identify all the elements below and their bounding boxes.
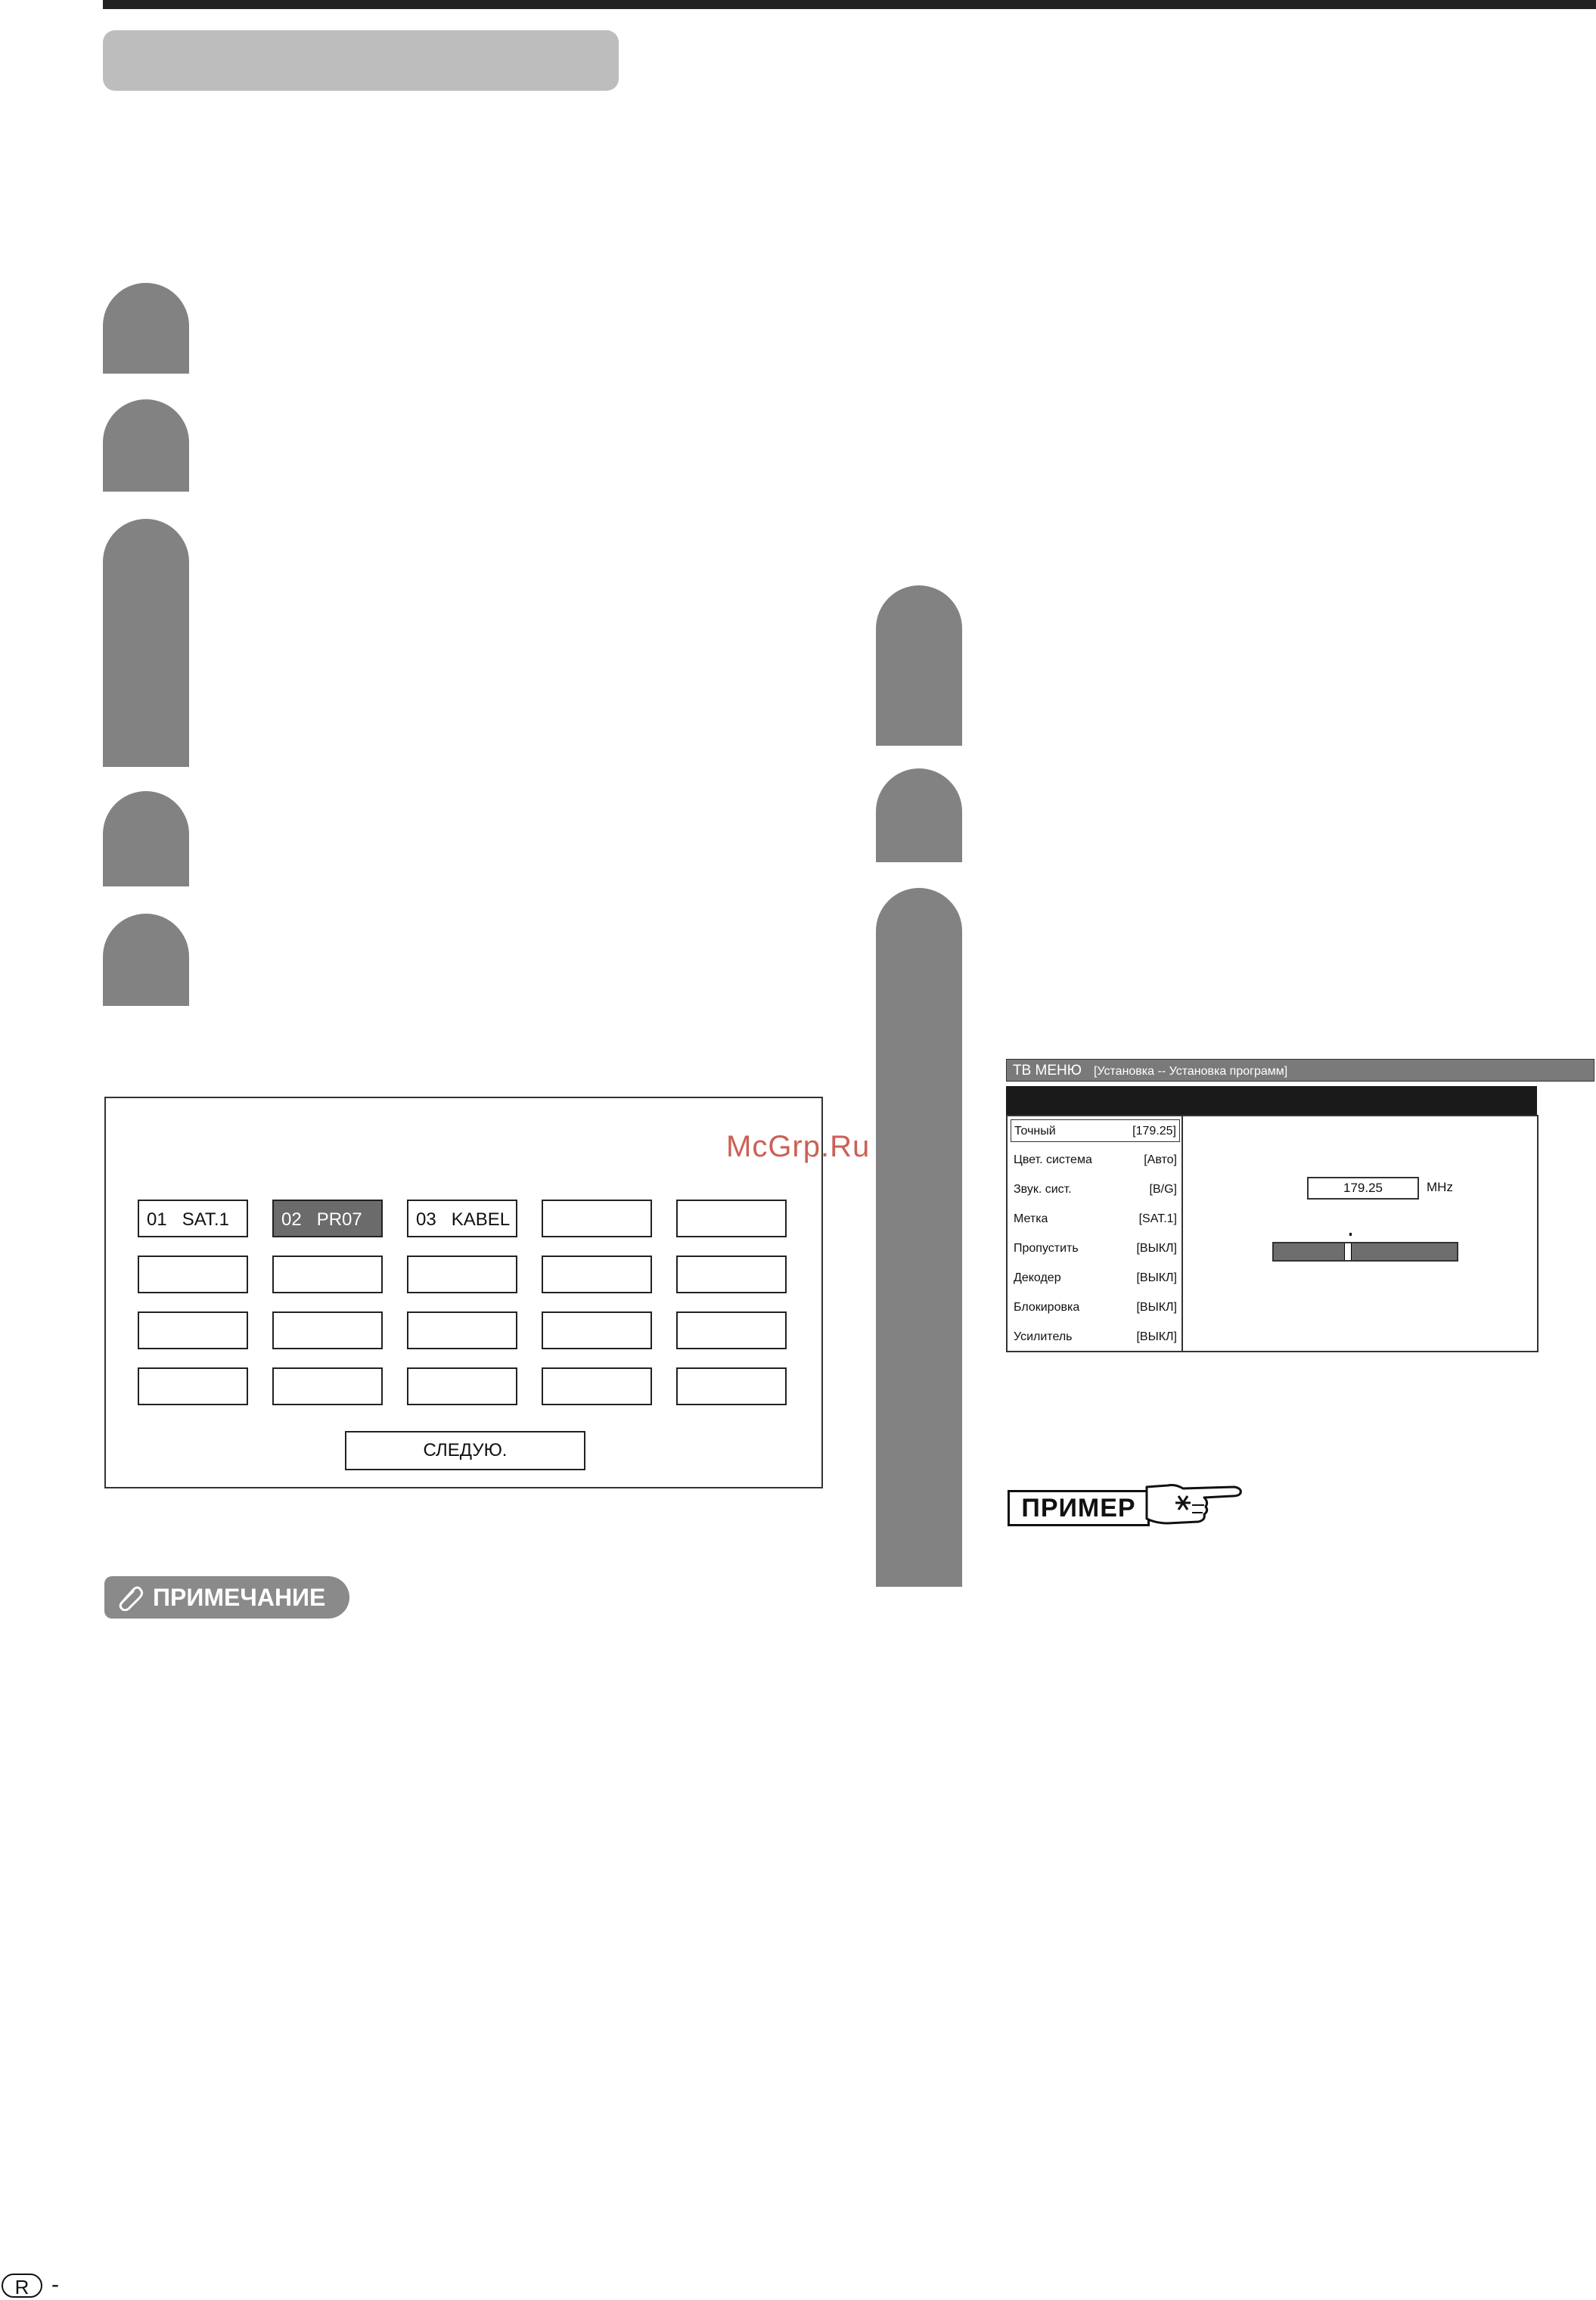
pointing-hand-icon: [1145, 1479, 1245, 1528]
channel-slot[interactable]: [542, 1256, 652, 1293]
note-label: [104, 1576, 349, 1619]
menu-row-label: Декодер: [1014, 1271, 1061, 1284]
menu-row-label-name[interactable]: [1011, 1208, 1180, 1231]
menu-row-value: [ВЫКЛ]: [1136, 1242, 1177, 1255]
channel-slot[interactable]: [138, 1367, 248, 1405]
channel-slot[interactable]: 01 SAT.1: [138, 1200, 248, 1237]
step-tab-right-2: [876, 768, 962, 862]
menu-row-skip[interactable]: [1011, 1237, 1180, 1260]
channel-slot[interactable]: [676, 1200, 787, 1237]
watermark: McGrp.Ru: [726, 1130, 871, 1163]
menu-row-label: Блокировка: [1014, 1301, 1080, 1314]
channel-slot[interactable]: [676, 1367, 787, 1405]
tuning-indicator-dot: [1349, 1233, 1352, 1236]
menu-row-value: [ВЫКЛ]: [1136, 1271, 1177, 1284]
channel-slot[interactable]: [676, 1256, 787, 1293]
tv-menu-breadcrumb: [Установка -- Установка программ]: [1093, 1065, 1288, 1078]
tv-menu-title: ТВ МЕНЮ: [1013, 1063, 1082, 1079]
channel-slot[interactable]: [138, 1256, 248, 1293]
channel-slot[interactable]: [272, 1256, 383, 1293]
page-number-dash: -: [51, 2272, 59, 2297]
menu-row-value: [ВЫКЛ]: [1136, 1330, 1177, 1343]
menu-row-color-system[interactable]: [1011, 1149, 1180, 1172]
menu-row-label: Метка: [1014, 1212, 1048, 1225]
tv-menu-title-bar: [1006, 1059, 1594, 1082]
menu-row-label: Цвет. система: [1014, 1153, 1092, 1166]
channel-slot[interactable]: [676, 1311, 787, 1349]
channel-slot[interactable]: [272, 1311, 383, 1349]
menu-row-value: [B/G]: [1149, 1183, 1177, 1196]
frequency-input[interactable]: 179.25: [1307, 1177, 1419, 1200]
step-tab-3: [103, 519, 189, 767]
note-label-text: ПРИМЕЧАНИЕ: [153, 1584, 326, 1611]
step-tab-right-1: [876, 585, 962, 746]
step-tab-right-3: [876, 888, 962, 1587]
channel-slot[interactable]: [272, 1367, 383, 1405]
region-mark-r: R: [2, 2274, 42, 2298]
tv-menu-header-bar: [1006, 1086, 1537, 1115]
section-header-bar: [103, 30, 619, 91]
menu-row-value: [ВЫКЛ]: [1136, 1301, 1177, 1314]
menu-row-label: Усилитель: [1014, 1330, 1073, 1343]
next-button[interactable]: СЛЕДУЮ.: [345, 1431, 585, 1470]
menu-row-sound-system[interactable]: [1011, 1178, 1180, 1201]
step-tab-4: [103, 791, 189, 886]
step-tab-2: [103, 399, 189, 492]
channel-slot[interactable]: [407, 1256, 517, 1293]
tuning-bar[interactable]: [1272, 1242, 1458, 1262]
menu-row-booster[interactable]: [1011, 1326, 1180, 1349]
tuning-marker[interactable]: [1344, 1243, 1352, 1260]
tv-menu-body: [1006, 1115, 1539, 1352]
channel-slot[interactable]: [407, 1311, 517, 1349]
tv-menu-list: [1008, 1116, 1183, 1351]
menu-row-value: [SAT.1]: [1138, 1212, 1177, 1225]
step-tab-1: [103, 283, 189, 374]
top-rule: [103, 0, 1596, 9]
channel-slot[interactable]: 03 KABEL: [407, 1200, 517, 1237]
example-badge: ПРИМЕР: [1008, 1490, 1150, 1526]
menu-row-decoder[interactable]: [1011, 1267, 1180, 1290]
channel-slot[interactable]: 02 PR07: [272, 1200, 383, 1237]
menu-row-label: Звук. сист.: [1014, 1183, 1072, 1196]
program-grid-panel: [104, 1097, 823, 1488]
menu-row-label: Точный: [1014, 1125, 1056, 1138]
menu-row-value: [Авто]: [1144, 1153, 1177, 1166]
frequency-unit: MHz: [1427, 1180, 1453, 1194]
channel-slot[interactable]: [542, 1367, 652, 1405]
menu-row-fine[interactable]: [1011, 1119, 1180, 1142]
channel-slot[interactable]: [138, 1311, 248, 1349]
channel-slot[interactable]: [542, 1311, 652, 1349]
menu-row-lock[interactable]: [1011, 1296, 1180, 1319]
menu-row-label: Пропустить: [1014, 1242, 1079, 1255]
step-tab-5: [103, 914, 189, 1006]
channel-slot[interactable]: [407, 1367, 517, 1405]
menu-row-value: [179.25]: [1132, 1125, 1176, 1138]
channel-slot[interactable]: [542, 1200, 652, 1237]
paperclip-icon: [115, 1584, 145, 1611]
